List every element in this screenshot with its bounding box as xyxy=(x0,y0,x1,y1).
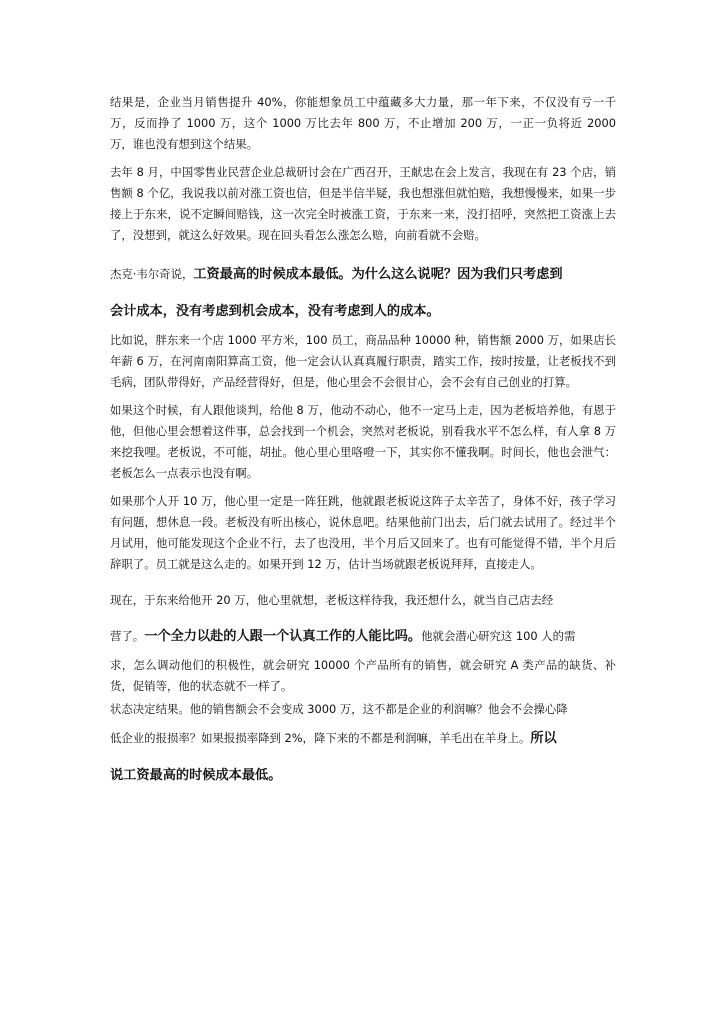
paragraph-retail-conference: 去年 8 月，中国零售业民营企业总裁研讨会在广西召开，王献忠在会上发言，我现在有 23 个店，销售额 8 个亿，我说我以前对涨工资也信，但是半信半疑，我也想涨但就怕赔，我想慢慢来，如果一步接上于东来，说不定瞬间赔钱，这一次完全时被涨工资，于东来一来，没打招呼，突然把工资涨上去了，没想到，就这么好效果。现在回头看怎么涨怎么赔，向前看就不会赔。 xyxy=(110,165,616,242)
welch-quote-lead: 杰克·韦尔奇说， xyxy=(110,267,194,281)
offer-bold-sentence: 一个全力以赴的人跟一个认真工作的人能比吗。 xyxy=(144,629,422,644)
offer-line2-start: 营了。 xyxy=(110,629,145,643)
document-page xyxy=(110,92,616,794)
offer-line1: 现在，于东来给他开 20 万，他心里就想，老板这样待我，我还想什么，就当自己店去经 xyxy=(110,593,554,607)
paragraph-8-wan-offer: 如果这个时候，有人跟他谈判，给他 8 万，他动不动心，他不一定马上走，因为老板培养他，有恩于他，但他心里会想着这件事，总会找到一个机会，突然对老板说，别看我水平不怎么样，有人拿 8 万来挖我哩。老板说，不可能，胡扯。他心里心里咯噔一下，其实你不懂我啊。时间长，他也会泄气：老板怎么一点表示也没有啊。 xyxy=(110,403,616,480)
state-line1: 状态决定结果。他的销售额会不会变成 3000 万，这不都是企业的利润嘛？他会不会操心降 xyxy=(110,702,568,716)
paragraph-20-wan-offer xyxy=(110,582,616,655)
paragraph-state-decides-rest xyxy=(110,720,616,794)
paragraph-welch-quote xyxy=(110,256,616,330)
offer-line2-end: 他就会潜心研究这 100 人的需 xyxy=(421,629,576,643)
paragraph-store-manager-example: 比如说，胖东来一个店 1000 平方米，100 员工，商品品种 10000 种，销售额 2000 万，如果店长年薪 6 万，在河南南阳算高工资，他一定会认认真真履行职责，踏实工作，按时按量，让老板找不到毛病，团队带得好，产品经营得好，但是，他心里会不会很甘心，会不会有自己创业的打算。 xyxy=(110,333,616,389)
conclusion-bold-start: 所以 xyxy=(530,731,557,746)
paragraph-sales-result: 结果是，企业当月销售提升 40%，你能想象员工中蕴藏多大力量，那一年下来，不仅没有亏一千万，反而挣了 1000 万，这个 1000 万比去年 800 万，不止增加 200 万，一正一负将近 2000 万，谁也没有想到这个结果。 xyxy=(110,95,616,151)
paragraph-state-decides-line1 xyxy=(110,699,616,720)
welch-quote-bold-line1: 工资最高的时候成本最低。为什么这么说呢？因为我们只考虑到 xyxy=(193,267,563,282)
welch-quote-bold-line2: 会计成本，没有考虑到机会成本，没有考虑到人的成本。 xyxy=(110,304,440,319)
conclusion-bold-end: 说工资最高的时候成本最低。 xyxy=(110,768,282,783)
state-line2: 低企业的报损率？如果报损率降到 2%，降下来的不都是利润嘛，羊毛出在羊身上。 xyxy=(110,731,531,745)
paragraph-10-wan-offer: 如果那个人开 10 万，他心里一定是一阵狂跳，他就跟老板说这阵子太辛苦了，身体不好，孩子学习有问题，想休息一段。老板没有听出核心，说休息吧。结果他前门出去，后门就去试用了。经过半个月试用，他可能发现这个企业不行，去了也没用，半个月后又回来了。也有可能觉得不错，半个月后辞职了。员工就是这么走的。如果开到 12 万，估计当场就跟老板说拜拜，直接走人。 xyxy=(110,494,616,571)
paragraph-research-needs: 求，怎么调动他们的积极性，就会研究 10000 个产品所有的销售，就会研究 A 类产品的缺货、补货，促销等，他的状态就不一样了。 xyxy=(110,658,616,693)
